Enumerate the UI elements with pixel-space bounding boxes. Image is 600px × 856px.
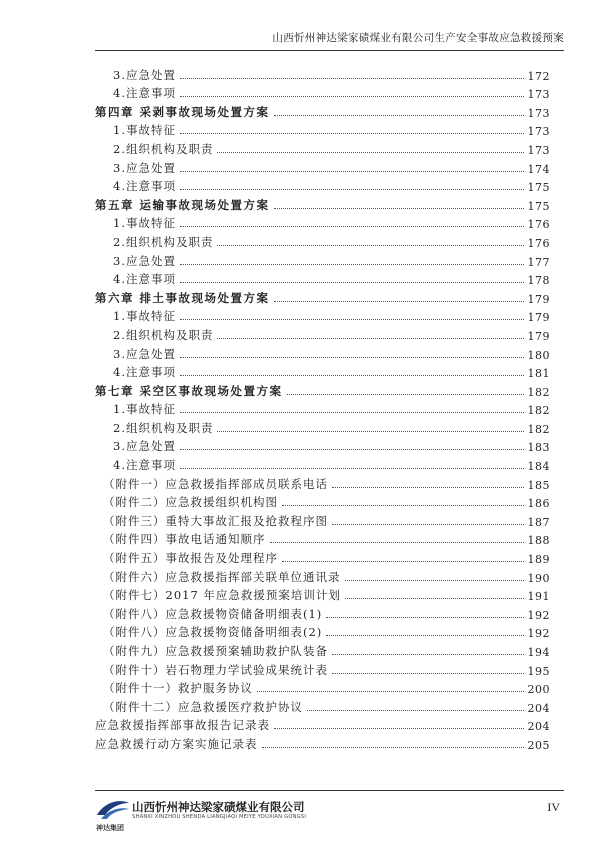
- toc-entry[interactable]: [95, 417, 550, 436]
- toc-entry-page: 179: [527, 292, 550, 306]
- toc-entry[interactable]: [95, 231, 550, 250]
- toc-leader-dots: [274, 208, 524, 209]
- toc-entry-page: 187: [527, 515, 550, 529]
- toc-leader-dots: [180, 78, 524, 79]
- toc-entry-label: 第五章 运输事故现场处置方案: [95, 197, 270, 212]
- toc-entry-page: 205: [527, 738, 550, 752]
- toc-entry-label: 3.应急处置: [113, 439, 176, 454]
- toc-leader-dots: [217, 245, 523, 246]
- toc-entry[interactable]: [95, 436, 550, 455]
- toc-entry-label: 4.注意事项: [113, 86, 176, 101]
- toc-leader-dots: [180, 171, 524, 172]
- toc-entry-page: 179: [527, 311, 550, 325]
- toc-entry[interactable]: [95, 399, 550, 418]
- table-of-contents: [95, 64, 550, 752]
- toc-entry-label: 第七章 采空区事故现场处置方案: [95, 383, 283, 398]
- toc-entry[interactable]: [95, 510, 550, 529]
- page-header-title: 山西忻州神达梁家碛煤业有限公司生产安全事故应急救援预案: [272, 32, 564, 44]
- toc-entry-label: 应急救援指挥部事故报告记录表: [95, 718, 270, 733]
- footer-company-english: SHANXI XINZHOU SHENDA LIANGJIAQI MEIYE YOUXIAN GONGSI: [132, 814, 307, 820]
- toc-leader-dots: [180, 468, 524, 469]
- toc-entry-label: 1.事故特征: [113, 309, 176, 324]
- toc-entry-page: 180: [527, 348, 550, 362]
- toc-entry-page: 183: [527, 441, 550, 455]
- toc-entry[interactable]: [95, 696, 550, 715]
- toc-leader-dots: [217, 152, 523, 153]
- toc-leader-dots: [282, 561, 524, 562]
- toc-entry-label: （附件四）事故电话通知顺序: [103, 532, 266, 547]
- toc-leader-dots: [274, 115, 524, 116]
- toc-entry-page: 192: [527, 608, 550, 622]
- toc-entry-label: （附件八）应急救援物资储备明细表(1): [103, 606, 323, 621]
- toc-entry-page: 188: [527, 534, 550, 548]
- toc-entry[interactable]: [95, 250, 550, 269]
- toc-entry[interactable]: [95, 529, 550, 548]
- toc-entry-label: （附件一）应急救援指挥部成员联系电话: [103, 476, 328, 491]
- toc-entry-page: 176: [527, 236, 550, 250]
- toc-entry-label: （附件二）应急救援组织机构图: [103, 495, 278, 510]
- toc-entry-page: 204: [527, 701, 550, 715]
- toc-entry-label: 第六章 排土事故现场处置方案: [95, 290, 270, 305]
- toc-entry-label: 2.组织机构及职责: [113, 327, 214, 342]
- toc-leader-dots: [180, 96, 524, 97]
- toc-entry-label: （附件七）2017 年应急救援预案培训计划: [103, 588, 341, 603]
- toc-entry[interactable]: [95, 213, 550, 232]
- toc-leader-dots: [180, 449, 524, 450]
- toc-entry-label: 4.注意事项: [113, 365, 176, 380]
- toc-entry-page: 173: [527, 125, 550, 139]
- toc-entry-page: 200: [527, 683, 550, 697]
- toc-leader-dots: [180, 226, 524, 227]
- toc-entry[interactable]: [95, 585, 550, 604]
- footer-divider: [95, 790, 564, 791]
- header-divider: [95, 50, 564, 51]
- toc-entry[interactable]: [95, 547, 550, 566]
- toc-entry-page: 173: [527, 143, 550, 157]
- toc-entry[interactable]: [95, 640, 550, 659]
- toc-entry[interactable]: [95, 659, 550, 678]
- toc-leader-dots: [180, 282, 524, 283]
- toc-leader-dots: [217, 338, 523, 339]
- toc-entry[interactable]: [95, 176, 550, 195]
- toc-entry[interactable]: [95, 324, 550, 343]
- toc-leader-dots: [274, 301, 524, 302]
- toc-leader-dots: [180, 412, 524, 413]
- toc-leader-dots: [287, 394, 524, 395]
- toc-entry-label: 2.组织机构及职责: [113, 234, 214, 249]
- toc-leader-dots: [262, 747, 524, 748]
- toc-leader-dots: [332, 524, 524, 525]
- footer-company-name: 山西忻州神达梁家碛煤业有限公司: [132, 800, 305, 814]
- toc-leader-dots: [180, 319, 524, 320]
- toc-entry-label: 3.应急处置: [113, 253, 176, 268]
- toc-entry[interactable]: [95, 603, 550, 622]
- toc-entry-label: 1.事故特征: [113, 123, 176, 138]
- toc-entry-label: （附件十一）救护服务协议: [103, 681, 253, 696]
- toc-entry-page: 182: [527, 385, 550, 399]
- toc-entry-page: 179: [527, 329, 550, 343]
- toc-leader-dots: [282, 505, 524, 506]
- toc-entry-label: 4.注意事项: [113, 179, 176, 194]
- toc-entry[interactable]: [95, 138, 550, 157]
- toc-chapter-entry[interactable]: [95, 194, 550, 213]
- toc-entry-page: 182: [527, 422, 550, 436]
- toc-entry-page: 178: [527, 274, 550, 288]
- toc-leader-dots: [332, 654, 524, 655]
- toc-entry[interactable]: [95, 473, 550, 492]
- toc-leader-dots: [345, 598, 524, 599]
- toc-entry-label: 应急救援行动方案实施记录表: [95, 736, 258, 751]
- toc-entry[interactable]: [95, 454, 550, 473]
- toc-chapter-entry[interactable]: [95, 380, 550, 399]
- toc-leader-dots: [217, 431, 523, 432]
- toc-entry-label: 4.注意事项: [113, 272, 176, 287]
- toc-entry-label: 3.应急处置: [113, 346, 176, 361]
- toc-entry-page: 181: [527, 367, 550, 381]
- toc-entry-label: （附件八）应急救援物资储备明细表(2): [103, 625, 323, 640]
- toc-leader-dots: [270, 542, 524, 543]
- toc-chapter-entry[interactable]: [95, 287, 550, 306]
- toc-entry-page: 173: [527, 88, 550, 102]
- toc-entry-label: 1.事故特征: [113, 402, 176, 417]
- toc-entry[interactable]: [95, 269, 550, 288]
- toc-entry-page: 192: [527, 627, 550, 641]
- toc-leader-dots: [180, 133, 524, 134]
- toc-entry-label: （附件三）重特大事故汇报及抢救程序图: [103, 513, 328, 528]
- toc-entry-label: 4.注意事项: [113, 458, 176, 473]
- toc-entry[interactable]: [95, 157, 550, 176]
- toc-entry-page: 204: [527, 720, 550, 734]
- toc-leader-dots: [180, 375, 524, 376]
- toc-leader-dots: [326, 635, 523, 636]
- toc-entry-page: 185: [527, 478, 550, 492]
- toc-entry-page: 195: [527, 664, 550, 678]
- toc-entry[interactable]: [95, 622, 550, 641]
- toc-entry[interactable]: [95, 64, 550, 83]
- toc-entry[interactable]: [95, 83, 550, 102]
- footer-brand-name: 神达集团: [96, 824, 124, 832]
- toc-entry-page: 177: [527, 255, 550, 269]
- page-number: IV: [547, 800, 560, 814]
- toc-leader-dots: [180, 357, 524, 358]
- toc-entry-page: 173: [527, 106, 550, 120]
- toc-entry-label: 2.组织机构及职责: [113, 420, 214, 435]
- toc-entry[interactable]: [95, 492, 550, 511]
- toc-entry[interactable]: [95, 362, 550, 381]
- toc-entry-page: 194: [527, 646, 550, 659]
- toc-leader-dots: [332, 673, 524, 674]
- toc-entry[interactable]: [95, 120, 550, 139]
- toc-entry-label: （附件九）应急救援预案辅助救护队装备: [103, 644, 328, 658]
- toc-entry-label: 3.应急处置: [113, 67, 176, 82]
- toc-leader-dots: [180, 189, 524, 190]
- toc-leader-dots: [326, 617, 523, 618]
- toc-entry[interactable]: [95, 343, 550, 362]
- toc-entry-label: 1.事故特征: [113, 216, 176, 231]
- toc-entry-label: （附件十二）应急救援医疗救护协议: [103, 699, 303, 714]
- toc-entry-label: 第四章 采剥事故现场处置方案: [95, 104, 270, 119]
- toc-entry[interactable]: [95, 306, 550, 325]
- toc-entry[interactable]: [95, 566, 550, 585]
- toc-entry[interactable]: [95, 733, 550, 752]
- toc-entry-label: （附件五）事故报告及处理程序: [103, 551, 278, 566]
- toc-entry-label: 3.应急处置: [113, 160, 176, 175]
- toc-entry-page: 182: [527, 404, 550, 418]
- toc-leader-dots: [257, 691, 524, 692]
- toc-chapter-entry[interactable]: [95, 101, 550, 120]
- toc-entry-label: （附件六）应急救援指挥部关联单位通讯录: [103, 569, 341, 584]
- toc-entry-page: 175: [527, 181, 550, 195]
- toc-entry[interactable]: [95, 678, 550, 697]
- toc-entry-page: 174: [527, 162, 550, 176]
- toc-leader-dots: [180, 264, 524, 265]
- toc-leader-dots: [274, 728, 524, 729]
- toc-entry[interactable]: [95, 715, 550, 734]
- toc-entry-page: 191: [527, 590, 550, 604]
- toc-leader-dots: [332, 487, 524, 488]
- toc-entry-page: 175: [527, 199, 550, 213]
- toc-leader-dots: [345, 580, 524, 581]
- toc-entry-page: 176: [527, 218, 550, 232]
- toc-leader-dots: [307, 710, 524, 711]
- toc-entry-label: （附件十）岩石物理力学试验成果统计表: [103, 662, 328, 677]
- toc-entry-page: 189: [527, 553, 550, 567]
- toc-entry-page: 172: [527, 69, 550, 83]
- toc-entry-label: 2.组织机构及职责: [113, 141, 214, 156]
- toc-entry-page: 190: [527, 571, 550, 585]
- toc-entry-page: 184: [527, 460, 550, 474]
- company-logo-icon: [95, 797, 131, 823]
- toc-entry-page: 186: [527, 497, 550, 511]
